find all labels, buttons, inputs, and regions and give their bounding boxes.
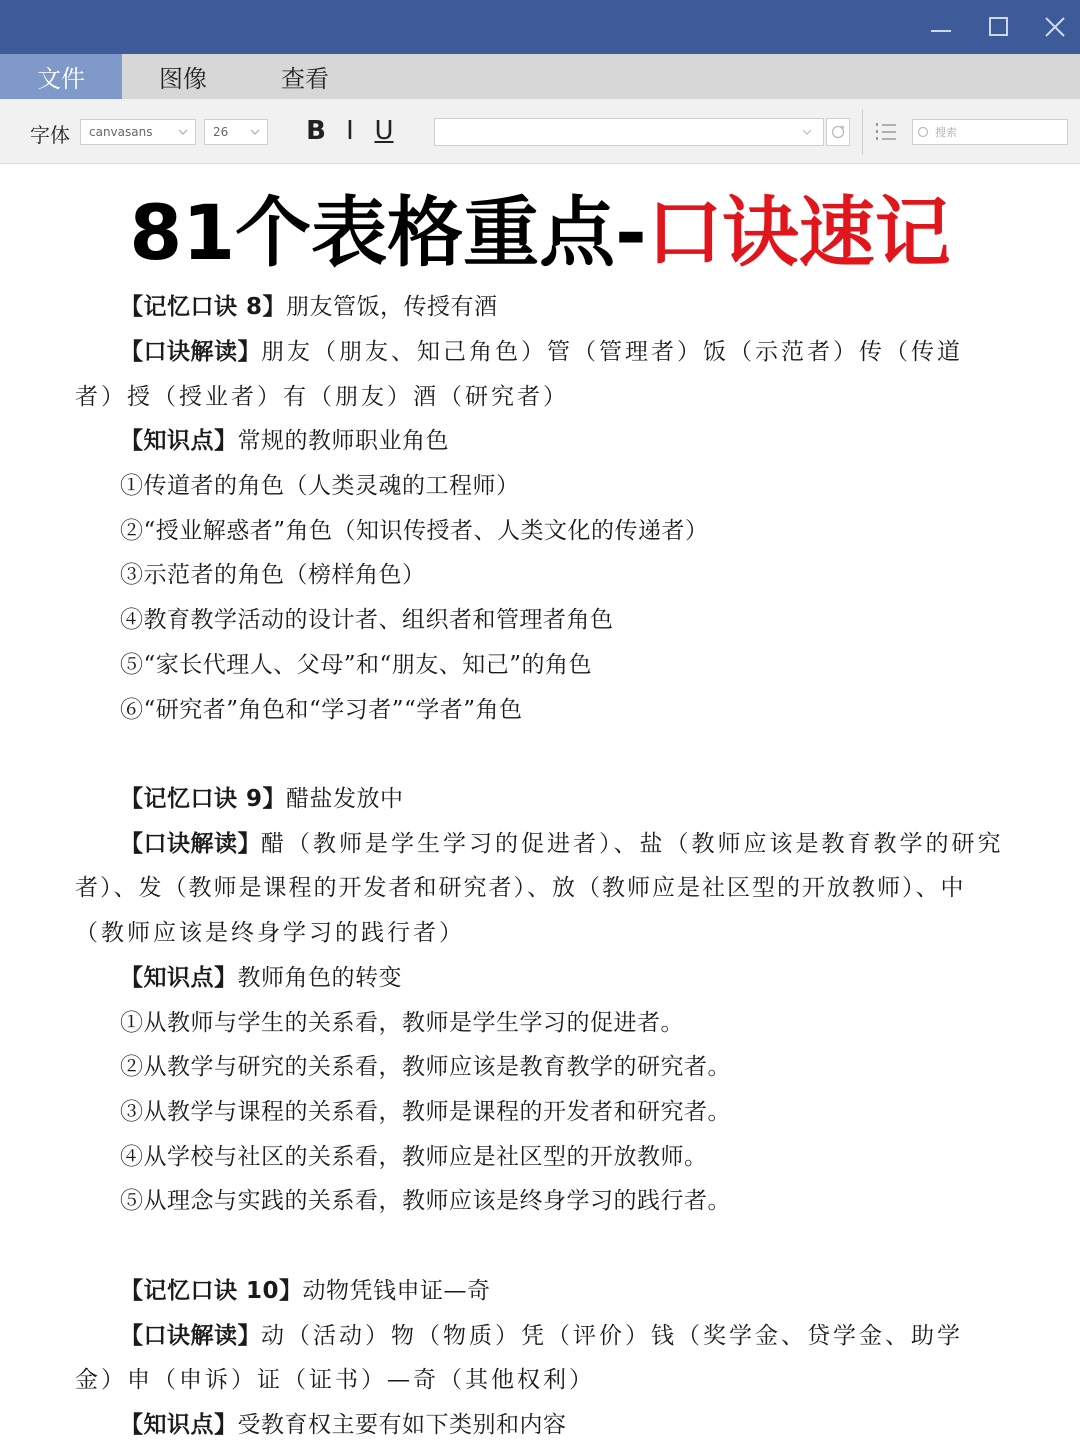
title-highlight: 口诀速记 [646,188,951,277]
knowledge-line [120,1408,1050,1442]
search-placeholder: 搜索 [935,126,957,139]
mnemonic-line [120,1274,1050,1308]
search-input[interactable] [912,119,1068,145]
mnemonic-text: 醋盐发放中 [286,786,404,812]
interpretation-text: 朋友（朋友、知己角色）管（管理者）饭（示范者）传（传道 [261,339,963,365]
bold-button[interactable]: B [306,116,326,146]
chevron-down-icon [801,125,813,139]
list-item: ⑥“研究者”角色和“学习者”“学者”角色 [120,697,523,723]
mnemonic-label: 【记忆口诀 9】 [120,786,287,812]
interpretation-continuation: 者）、发（教师是课程的开发者和研究者）、放（教师应是社区型的开放教师）、中 [75,875,966,901]
chevron-down-icon [177,125,189,139]
chevron-down-icon [249,125,261,139]
interpretation-line [120,1319,1050,1353]
knowledge-text: 常规的教师职业角色 [237,428,449,454]
numbered-list-button[interactable] [874,119,898,145]
interpretation-line [120,827,1050,861]
mnemonic-text: 动物凭钱申证—奇 [302,1278,491,1304]
interpretation-line [120,335,1050,369]
minimize-icon[interactable] [912,0,970,54]
maximize-icon[interactable] [970,0,1028,54]
list-item: ①传道者的角色（人类灵魂的工程师） [120,473,520,499]
list-item: ②从教学与研究的关系看，教师应该是教育教学的研究者。 [120,1054,731,1080]
interpretation-text: 动（活动）物（物质）凭（评价）钱（奖学金、贷学金、助学 [261,1323,963,1349]
interpretation-continuation: （教师应该是终身学习的践行者） [75,920,465,946]
interpretation-continuation: 者）授（授业者）有（朋友）酒（研究者） [75,384,569,410]
interpretation-label: 【口诀解读】 [120,1323,261,1349]
list-item: ⑤从理念与实践的关系看，教师应该是终身学习的践行者。 [120,1188,731,1214]
mnemonic-line [120,290,1050,324]
menu-tab-image[interactable]: 图像 [159,65,207,93]
underline-button[interactable]: U [374,116,394,146]
search-icon [917,125,931,139]
menu-tab-view[interactable]: 查看 [281,65,329,93]
list-item: ②“授业解惑者”角色（知识传授者、人类文化的传递者） [120,518,709,544]
interpretation-continuation: 金）申（申诉）证（证书）—奇（其他权利） [75,1367,595,1393]
knowledge-line [120,961,1050,995]
knowledge-text: 受教育权主要有如下类别和内容 [237,1412,567,1438]
refresh-button[interactable] [826,118,850,146]
font-size-value: 26 [213,125,229,139]
close-icon[interactable] [1026,0,1080,54]
interpretation-label: 【口诀解读】 [120,831,261,857]
list-item: ③示范者的角色（榜样角色） [120,562,426,588]
list-icon [874,119,898,145]
list-item: ④教育教学活动的设计者、组织者和管理者角色 [120,607,614,633]
mnemonic-label: 【记忆口诀 10】 [120,1278,303,1304]
menu-bar [0,54,1080,99]
window-title-bar [0,0,1080,54]
style-input[interactable] [434,118,824,146]
list-item: ④从学校与社区的关系看，教师应是社区型的开放教师。 [120,1144,708,1170]
document-title [0,188,1080,278]
knowledge-text: 教师角色的转变 [237,965,402,991]
interpretation-text: 醋（教师是学生学习的促进者）、盐（教师应该是教育教学的研究 [261,831,1004,857]
knowledge-label: 【知识点】 [120,965,238,991]
list-item: ①从教师与学生的关系看，教师是学生学习的促进者。 [120,1010,684,1036]
knowledge-label: 【知识点】 [120,428,238,454]
mnemonic-text: 朋友管饭，传授有酒 [286,294,498,320]
knowledge-label: 【知识点】 [120,1412,238,1438]
mnemonic-line [120,782,1050,816]
mnemonic-label: 【记忆口诀 8】 [120,294,287,320]
list-item: ③从教学与课程的关系看，教师是课程的开发者和研究者。 [120,1099,731,1125]
font-label: 字体 [30,123,70,147]
font-family-value: canvasans [89,125,153,139]
font-size-select[interactable] [204,119,268,145]
format-toolbar [0,99,1080,164]
italic-button[interactable]: I [346,116,354,146]
refresh-icon [830,124,846,140]
menu-tab-file[interactable]: 文件 [0,54,122,99]
knowledge-line [120,424,1050,458]
font-family-select[interactable] [80,119,196,145]
title-main: 81个表格重点- [129,188,647,277]
toolbar-divider [862,109,863,155]
list-item: ⑤“家长代理人、父母”和“朋友、知己”的角色 [120,652,593,678]
interpretation-label: 【口诀解读】 [120,339,261,365]
